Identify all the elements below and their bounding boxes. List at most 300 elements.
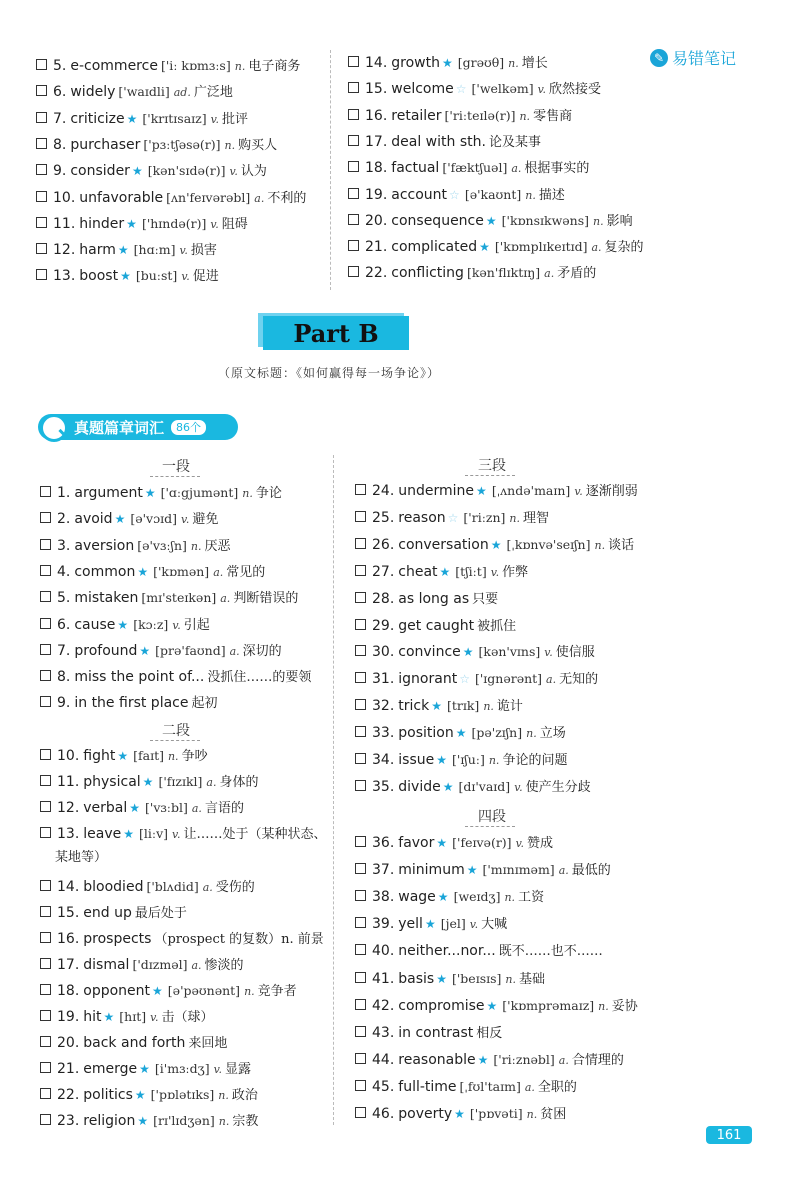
item-definition: 没抓住……的要领: [207, 670, 312, 686]
item-definition: 妥协: [611, 998, 638, 1014]
star-icon: ★: [139, 1062, 150, 1077]
item-part-of-speech: v.: [181, 270, 190, 284]
item-word: issue: [398, 752, 435, 768]
item-phonetic: [kən'sɪdə(r)]: [147, 163, 226, 179]
item-part-of-speech: v.: [514, 780, 523, 794]
item-number: 18.: [365, 160, 388, 177]
item-number: 46.: [372, 1106, 395, 1122]
checkbox[interactable]: [40, 670, 51, 681]
vocab-item: [355, 534, 634, 556]
item-number: 26.: [372, 536, 395, 553]
item-phonetic: ['riːzn]: [463, 509, 506, 525]
item-definition: 争论的问题: [502, 753, 568, 768]
item-part-of-speech: n.: [598, 999, 609, 1013]
vocab-item: [36, 187, 306, 209]
item-part-of-speech: n.: [593, 214, 604, 228]
item-phonetic: ['vɜːbl]: [145, 800, 188, 816]
item-number: 3.: [57, 537, 71, 554]
checkbox[interactable]: [40, 958, 51, 969]
vocab-item: [355, 968, 545, 990]
checkbox[interactable]: [348, 56, 359, 67]
item-number: 29.: [372, 617, 395, 634]
item-word: widely: [70, 84, 116, 101]
star-icon: ☆: [447, 510, 459, 525]
item-phonetic: ['pɒlətɪks]: [150, 1087, 215, 1103]
checkbox[interactable]: [40, 1114, 51, 1125]
checkbox[interactable]: [36, 191, 47, 202]
item-word: full-time: [398, 1078, 457, 1095]
item-number: 4.: [57, 563, 71, 580]
item-word: convince: [398, 644, 461, 661]
item-part-of-speech: a.: [558, 864, 569, 878]
item-word: aversion: [74, 537, 135, 554]
checkbox[interactable]: [355, 999, 366, 1010]
vocab-item: [36, 265, 219, 287]
vocab-item: [355, 695, 523, 717]
page-number: 161: [706, 1126, 752, 1144]
item-phonetic: ['kɒmplɪkeɪtɪd]: [494, 239, 588, 255]
item-number: 14.: [365, 55, 388, 71]
vocab-item: [348, 262, 596, 284]
item-number: 36.: [372, 835, 395, 851]
vocab-item: [40, 1058, 251, 1080]
item-word: wage: [398, 889, 436, 906]
vocab-item: [40, 902, 187, 924]
item-definition: 购买人: [238, 137, 278, 153]
item-part-of-speech: n.: [190, 539, 202, 553]
item-phonetic: ['beɪsɪs]: [451, 970, 502, 986]
item-part-of-speech: v.: [544, 646, 553, 660]
item-definition: 起初: [191, 696, 218, 712]
item-phonetic: ['krɪtɪsaɪz]: [142, 110, 207, 126]
checkbox[interactable]: [40, 1088, 51, 1099]
checkbox[interactable]: [36, 269, 47, 280]
vocab-item: [36, 134, 277, 156]
checkbox[interactable]: [355, 836, 366, 847]
item-word: cause: [74, 616, 116, 633]
item-number: 22.: [57, 1087, 80, 1104]
item-word: poverty: [398, 1106, 453, 1122]
item-phonetic: [kən'flɪktɪŋ]: [466, 265, 541, 281]
item-definition: 全职的: [537, 1079, 577, 1095]
checkbox[interactable]: [40, 565, 51, 576]
item-word: emerge: [83, 1061, 138, 1078]
checkbox[interactable]: [348, 135, 359, 146]
checkbox[interactable]: [355, 1026, 366, 1037]
checkbox[interactable]: [355, 672, 366, 683]
segment-underline-4: [465, 826, 515, 827]
item-part-of-speech: a.: [511, 162, 522, 176]
item-definition: 争吵: [181, 749, 208, 764]
checkbox[interactable]: [355, 511, 366, 522]
item-phonetic: ['fɪzɪkl]: [158, 774, 203, 790]
item-word: yell: [398, 916, 423, 933]
item-phonetic: ['pɒvəti]: [469, 1106, 523, 1121]
item-definition: 广泛地: [193, 85, 233, 101]
item-number: 33.: [372, 725, 395, 742]
checkbox[interactable]: [40, 880, 51, 891]
item-definition: 受伤的: [215, 879, 255, 895]
vocab-item: [36, 55, 300, 77]
item-definition: 逐渐削弱: [585, 484, 638, 499]
checkbox[interactable]: [36, 85, 47, 96]
item-word: undermine: [398, 483, 475, 499]
checkbox[interactable]: [40, 591, 51, 602]
checkbox[interactable]: [40, 775, 51, 786]
checkbox[interactable]: [355, 592, 366, 603]
item-definition: 惨淡的: [204, 957, 244, 973]
item-word: consider: [70, 163, 130, 180]
item-number: 42.: [372, 997, 395, 1014]
item-word: leave: [83, 826, 122, 843]
item-phonetic: ['ɑːgjumənt]: [160, 485, 239, 500]
star-icon: ★: [114, 512, 126, 527]
checkbox[interactable]: [40, 512, 51, 523]
item-number: 43.: [372, 1024, 395, 1041]
item-number: 13.: [53, 268, 76, 285]
item-definition: 认为: [240, 164, 267, 180]
star-icon: ★: [117, 243, 129, 258]
checkbox[interactable]: [355, 944, 366, 955]
item-number: 20.: [57, 1035, 80, 1052]
vocab-item: [40, 1084, 258, 1106]
vocab-banner: [38, 414, 238, 440]
vocab-title: 真题篇章词汇: [74, 418, 165, 437]
checkbox[interactable]: [355, 645, 366, 656]
item-definition: 无知的: [559, 672, 599, 688]
vocab-item: [355, 561, 528, 583]
checkbox[interactable]: [40, 1062, 51, 1073]
checkbox[interactable]: [40, 539, 51, 550]
checkbox[interactable]: [40, 486, 51, 497]
vocab-item: [40, 876, 255, 898]
item-number: 13.: [57, 826, 80, 843]
checkbox[interactable]: [348, 82, 359, 93]
item-definition: 基础: [519, 971, 546, 987]
vocab-item: [348, 210, 633, 232]
item-phonetic: ['waɪdli]: [118, 84, 170, 100]
checkbox[interactable]: [40, 618, 51, 629]
item-word: divide: [398, 778, 441, 795]
item-word: complicated: [391, 239, 478, 256]
item-word: favor: [398, 835, 435, 851]
checkbox[interactable]: [36, 138, 47, 149]
segment-underline-3: [465, 475, 515, 476]
checkbox[interactable]: [40, 801, 51, 812]
vocab-item: [348, 131, 541, 153]
star-icon: ★: [436, 753, 447, 767]
item-part-of-speech: n.: [526, 727, 537, 741]
star-icon: ★: [117, 749, 129, 763]
item-part-of-speech: a.: [254, 191, 265, 205]
star-icon: ★: [441, 56, 453, 70]
item-phonetic: [buːst]: [135, 268, 178, 284]
item-phonetic: [hɪt]: [119, 1009, 147, 1024]
item-definition: 言语的: [204, 801, 244, 817]
item-phonetic: ['dɪzməl]: [132, 956, 188, 972]
item-number: 28.: [372, 590, 395, 607]
checkbox[interactable]: [355, 972, 366, 983]
item-number: 16.: [365, 107, 388, 124]
item-part-of-speech: n.: [483, 700, 494, 714]
item-definition: 赞成: [526, 836, 553, 851]
item-word: hinder: [79, 215, 125, 232]
star-icon: ★: [466, 863, 478, 878]
item-phonetic: ['ɪʃuː]: [452, 752, 485, 767]
segment-heading-3: 三段: [478, 458, 506, 474]
segment-heading-4: 四段: [478, 809, 506, 825]
item-part-of-speech: a.: [202, 880, 213, 894]
item-phonetic: ['hɪndə(r)]: [141, 215, 207, 231]
star-icon: ★: [120, 269, 131, 284]
item-word: verbal: [83, 800, 128, 817]
vocab-item: [36, 213, 248, 235]
item-definition: 争论: [255, 486, 282, 501]
item-number: 20.: [365, 212, 388, 229]
item-number: 6.: [57, 616, 71, 633]
vocab-item: [355, 615, 516, 637]
checkbox[interactable]: [40, 1036, 51, 1047]
checkbox[interactable]: [355, 699, 366, 710]
item-word: minimum: [398, 862, 465, 879]
item-definition: 显露: [224, 1062, 251, 1078]
item-definition: 不利的: [267, 190, 307, 206]
item-number: 9.: [57, 695, 71, 712]
brand-label: 易错笔记: [672, 49, 737, 68]
vocab-item: [40, 928, 324, 950]
star-icon: ★: [123, 827, 135, 842]
item-part-of-speech: n.: [218, 1089, 229, 1103]
vocab-item: [348, 105, 572, 127]
checkbox[interactable]: [40, 644, 51, 655]
segment-heading-2: 二段: [162, 723, 190, 739]
checkbox[interactable]: [36, 243, 47, 254]
item-number: 38.: [372, 889, 395, 906]
item-phonetic: ['iː kɒmɜːs]: [160, 58, 231, 73]
star-icon: ★: [485, 213, 497, 228]
item-definition: 只要: [472, 591, 499, 607]
item-word: avoid: [74, 511, 113, 528]
item-definition: 厌恶: [204, 538, 231, 554]
checkbox[interactable]: [355, 890, 366, 901]
item-part-of-speech: a.: [206, 776, 217, 790]
item-number: 10.: [53, 189, 76, 206]
item-definition: 电子商务: [248, 59, 301, 74]
item-word: miss the point of...: [74, 669, 205, 686]
item-phonetic: [ˌfʊl'taɪm]: [459, 1078, 521, 1094]
checkbox[interactable]: [355, 1080, 366, 1091]
star-icon: ★: [137, 564, 149, 579]
checkbox[interactable]: [40, 749, 51, 760]
item-definition: 身体的: [219, 775, 259, 791]
item-phonetic: ['riːteɪlə(r)]: [444, 107, 516, 123]
star-icon: ★: [436, 971, 447, 986]
vocab-item: [40, 1110, 258, 1132]
item-word: profound: [74, 642, 138, 659]
checkbox[interactable]: [348, 266, 359, 277]
segment-underline-1: [150, 476, 200, 477]
star-icon: ★: [436, 836, 448, 850]
item-part-of-speech: n.: [594, 538, 606, 552]
item-definition: 批评: [222, 111, 249, 127]
star-icon: ★: [454, 1107, 465, 1121]
vocab-item: [348, 157, 589, 179]
checkbox[interactable]: [355, 565, 366, 576]
item-definition: 谈话: [608, 537, 635, 553]
item-phonetic: [jel]: [440, 916, 466, 932]
item-number: 35.: [372, 778, 395, 795]
item-phonetic: ['kɒmən]: [153, 563, 210, 579]
item-word: in contrast: [398, 1024, 474, 1041]
item-number: 15.: [57, 904, 80, 921]
segment-underline-2: [150, 740, 200, 741]
item-definition: 竞争者: [257, 983, 297, 999]
checkbox[interactable]: [355, 863, 366, 874]
checkbox[interactable]: [36, 217, 47, 228]
item-definition: 最低的: [571, 863, 611, 879]
item-part-of-speech: v.: [574, 485, 583, 498]
item-word: position: [398, 725, 454, 742]
checkbox[interactable]: [348, 214, 359, 225]
checkbox[interactable]: [40, 906, 51, 917]
item-number: 12.: [53, 242, 76, 259]
vocab-item: [355, 886, 544, 908]
item-word: factual: [391, 160, 440, 177]
item-definition: 欣然接受: [549, 82, 602, 98]
item-phonetic: [weɪdʒ]: [453, 889, 501, 905]
column-divider-bottom: [333, 455, 334, 1125]
item-word: boost: [79, 268, 119, 285]
vocab-item: [40, 535, 231, 557]
item-part-of-speech: n.: [508, 57, 519, 70]
item-definition: 根据事实的: [524, 161, 590, 177]
vocab-count-badge: 86个: [170, 419, 207, 436]
checkbox[interactable]: [40, 984, 51, 995]
item-phonetic: [ʌn'feɪvərəbl]: [166, 189, 251, 205]
item-definition: 工资: [518, 890, 545, 906]
checkbox[interactable]: [348, 240, 359, 251]
item-number: 31.: [372, 671, 395, 688]
item-phonetic: ['blʌdid]: [146, 878, 199, 894]
item-number: 22.: [365, 265, 388, 282]
checkbox[interactable]: [355, 619, 366, 630]
checkbox[interactable]: [355, 917, 366, 928]
vocab-item: [40, 692, 218, 714]
checkbox[interactable]: [355, 1053, 366, 1064]
item-word: consequence: [391, 212, 484, 229]
item-word: criticize: [70, 110, 125, 127]
checkbox[interactable]: [40, 696, 51, 707]
vocab-item: [348, 52, 548, 74]
checkbox[interactable]: [348, 188, 359, 199]
vocab-item: [348, 78, 601, 100]
item-word: hit: [83, 1009, 102, 1025]
vocab-item: [355, 641, 595, 663]
checkbox[interactable]: [40, 827, 51, 838]
item-definition: 常见的: [226, 564, 266, 580]
item-number: 32.: [372, 698, 395, 715]
item-part-of-speech: a.: [524, 1080, 535, 1094]
item-number: 12.: [57, 800, 80, 817]
star-icon: ★: [479, 240, 490, 255]
item-definition: 被抓住: [477, 618, 517, 634]
item-word: end up: [83, 904, 132, 921]
vocab-item: [40, 1032, 227, 1054]
item-part-of-speech: v.: [210, 217, 219, 231]
checkbox[interactable]: [355, 726, 366, 737]
star-icon: ☆: [455, 82, 467, 97]
checkbox[interactable]: [348, 161, 359, 172]
star-icon: ★: [126, 111, 138, 126]
part-title: Part B: [263, 316, 409, 350]
item-part-of-speech: n.: [505, 972, 516, 986]
star-icon: ★: [439, 564, 451, 579]
checkbox[interactable]: [355, 1107, 366, 1118]
item-number: 9.: [53, 163, 67, 180]
star-icon: ★: [103, 1010, 115, 1024]
checkbox[interactable]: [36, 112, 47, 123]
item-number: 8.: [53, 136, 67, 153]
item-phonetic: [prə'faʊnd]: [155, 642, 226, 658]
vocab-item: [40, 640, 282, 662]
item-number: 19.: [57, 1009, 80, 1025]
item-part-of-speech: n.: [167, 750, 179, 763]
item-part-of-speech: v.: [213, 1063, 222, 1077]
item-phonetic: ['riːznəbl]: [493, 1051, 555, 1067]
checkbox[interactable]: [36, 59, 47, 70]
star-icon: ☆: [449, 187, 460, 202]
checkbox[interactable]: [36, 164, 47, 175]
item-word: in the first place: [74, 695, 189, 712]
item-definition: 避免: [192, 512, 219, 528]
item-number: 27.: [372, 563, 395, 580]
item-definition: 既不……也不……: [498, 944, 603, 960]
item-word: prospects: [83, 930, 152, 947]
item-part-of-speech: n.: [509, 511, 521, 525]
item-number: 44.: [372, 1051, 395, 1068]
checkbox[interactable]: [40, 1010, 51, 1021]
item-part-of-speech: a.: [544, 267, 555, 281]
item-definition: 相反: [476, 1025, 503, 1041]
item-phonetic: [tʃiːt]: [455, 563, 487, 579]
item-word: harm: [79, 242, 116, 259]
item-word: neither...nor...: [398, 943, 496, 960]
checkbox[interactable]: [355, 484, 366, 495]
checkbox[interactable]: [348, 109, 359, 120]
star-icon: ★: [455, 726, 467, 741]
vocab-item: [348, 236, 644, 258]
checkbox[interactable]: [40, 932, 51, 943]
item-phonetic: [hɑːm]: [133, 242, 176, 258]
item-word: bloodied: [83, 878, 144, 895]
item-phonetic: [rɪ'lɪdʒən]: [153, 1113, 215, 1129]
item-part-of-speech: n.: [244, 984, 255, 998]
vocab-item: [40, 954, 244, 976]
item-phonetic: [i'mɜːdʒ]: [154, 1061, 210, 1077]
item-word: dismal: [83, 956, 130, 973]
item-number: 40.: [372, 943, 395, 960]
checkbox[interactable]: [355, 753, 366, 764]
item-word: unfavorable: [79, 189, 164, 206]
vocab-item: [355, 749, 567, 771]
checkbox[interactable]: [355, 780, 366, 791]
checkbox[interactable]: [355, 538, 366, 549]
item-word: reason: [398, 509, 446, 526]
vocab-item: [355, 668, 598, 690]
item-definition: 作弊: [502, 564, 529, 580]
item-word: fight: [83, 748, 116, 764]
item-number: 7.: [53, 110, 67, 127]
